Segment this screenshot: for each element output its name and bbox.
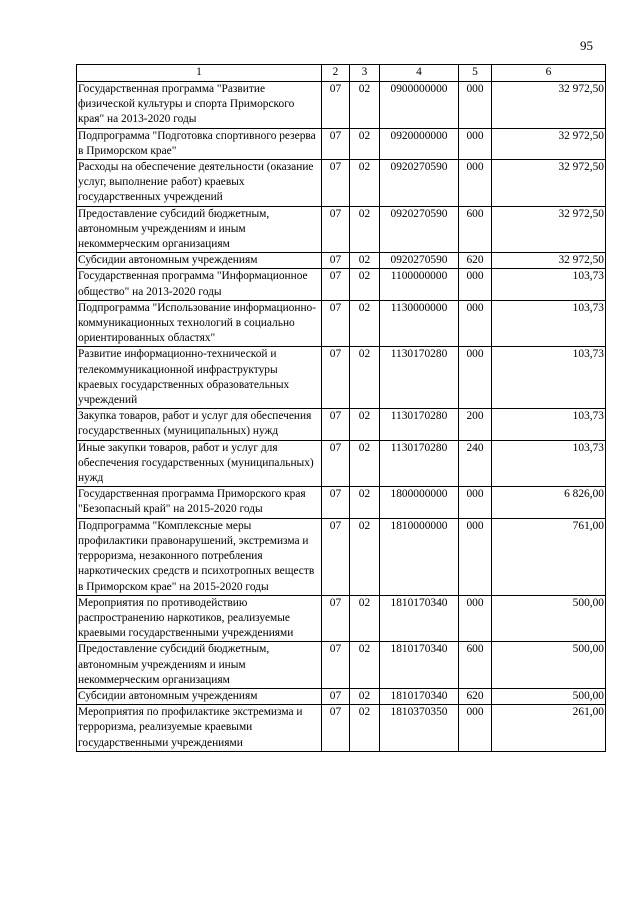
row-subsection-cell: 02 bbox=[350, 518, 380, 595]
table-row bbox=[77, 269, 606, 300]
row-expense-type-cell: 620 bbox=[459, 253, 492, 269]
row-amount-cell: 500,00 bbox=[492, 642, 606, 689]
row-expense-type-cell: 000 bbox=[459, 300, 492, 347]
row-subsection-cell: 02 bbox=[350, 642, 380, 689]
row-amount-cell: 103,73 bbox=[492, 300, 606, 347]
header-col-6: 6 bbox=[492, 65, 606, 82]
row-expense-type-cell: 200 bbox=[459, 409, 492, 440]
row-section-cell: 07 bbox=[322, 705, 350, 752]
row-subsection-cell: 02 bbox=[350, 440, 380, 487]
row-expense-type-cell: 000 bbox=[459, 487, 492, 518]
row-expense-type-cell: 000 bbox=[459, 347, 492, 409]
row-section-cell: 07 bbox=[322, 253, 350, 269]
row-expense-type-cell: 600 bbox=[459, 206, 492, 253]
row-amount-cell: 6 826,00 bbox=[492, 487, 606, 518]
row-amount-cell: 32 972,50 bbox=[492, 82, 606, 129]
row-subsection-cell: 02 bbox=[350, 409, 380, 440]
row-name-cell: Закупка товаров, работ и услуг для обеспечения государственных (муниципальных) нужд bbox=[77, 409, 322, 440]
row-target-code-cell: 1810370350 bbox=[380, 705, 459, 752]
row-target-code-cell: 1810170340 bbox=[380, 688, 459, 704]
row-amount-cell: 103,73 bbox=[492, 440, 606, 487]
table-row bbox=[77, 688, 606, 704]
table-row bbox=[77, 128, 606, 159]
row-target-code-cell: 1130170280 bbox=[380, 409, 459, 440]
row-subsection-cell: 02 bbox=[350, 487, 380, 518]
row-amount-cell: 500,00 bbox=[492, 688, 606, 704]
row-amount-cell: 32 972,50 bbox=[492, 160, 606, 207]
row-target-code-cell: 1810170340 bbox=[380, 642, 459, 689]
row-expense-type-cell: 620 bbox=[459, 688, 492, 704]
row-subsection-cell: 02 bbox=[350, 300, 380, 347]
row-section-cell: 07 bbox=[322, 269, 350, 300]
row-section-cell: 07 bbox=[322, 300, 350, 347]
row-target-code-cell: 0900000000 bbox=[380, 82, 459, 129]
row-subsection-cell: 02 bbox=[350, 82, 380, 129]
row-section-cell: 07 bbox=[322, 440, 350, 487]
table-row bbox=[77, 518, 606, 595]
row-subsection-cell: 02 bbox=[350, 705, 380, 752]
table-row bbox=[77, 705, 606, 752]
table-row bbox=[77, 595, 606, 642]
row-subsection-cell: 02 bbox=[350, 206, 380, 253]
row-section-cell: 07 bbox=[322, 82, 350, 129]
row-amount-cell: 32 972,50 bbox=[492, 253, 606, 269]
row-subsection-cell: 02 bbox=[350, 128, 380, 159]
row-name-cell: Мероприятия по противодействию распространению наркотиков, реализуемые краевыми государственными учреждениями bbox=[77, 595, 322, 642]
table-row bbox=[77, 253, 606, 269]
row-section-cell: 07 bbox=[322, 206, 350, 253]
row-expense-type-cell: 000 bbox=[459, 705, 492, 752]
header-col-2: 2 bbox=[322, 65, 350, 82]
row-target-code-cell: 1130000000 bbox=[380, 300, 459, 347]
table-row bbox=[77, 440, 606, 487]
table-row bbox=[77, 206, 606, 253]
header-col-5: 5 bbox=[459, 65, 492, 82]
row-name-cell: Расходы на обеспечение деятельности (оказание услуг, выполнение работ) краевых государственных учреждений bbox=[77, 160, 322, 207]
row-section-cell: 07 bbox=[322, 518, 350, 595]
row-target-code-cell: 0920270590 bbox=[380, 160, 459, 207]
row-target-code-cell: 0920270590 bbox=[380, 253, 459, 269]
row-name-cell: Развитие информационно-технической и телекоммуникационной инфраструктуры краевых государственных образовательных учреждений bbox=[77, 347, 322, 409]
table-row bbox=[77, 642, 606, 689]
row-target-code-cell: 1100000000 bbox=[380, 269, 459, 300]
row-amount-cell: 261,00 bbox=[492, 705, 606, 752]
row-name-cell: Субсидии автономным учреждениям bbox=[77, 688, 322, 704]
budget-table bbox=[76, 64, 606, 752]
row-section-cell: 07 bbox=[322, 642, 350, 689]
row-expense-type-cell: 000 bbox=[459, 82, 492, 129]
row-amount-cell: 103,73 bbox=[492, 269, 606, 300]
table-row bbox=[77, 409, 606, 440]
row-name-cell: Предоставление субсидий бюджетным, автономным учреждениям и иным некоммерческим организациям bbox=[77, 642, 322, 689]
row-subsection-cell: 02 bbox=[350, 347, 380, 409]
row-section-cell: 07 bbox=[322, 487, 350, 518]
row-subsection-cell: 02 bbox=[350, 595, 380, 642]
row-expense-type-cell: 000 bbox=[459, 128, 492, 159]
table-row bbox=[77, 82, 606, 129]
row-amount-cell: 761,00 bbox=[492, 518, 606, 595]
header-col-4: 4 bbox=[380, 65, 459, 82]
row-amount-cell: 103,73 bbox=[492, 409, 606, 440]
row-name-cell: Государственная программа Приморского края "Безопасный край" на 2015-2020 годы bbox=[77, 487, 322, 518]
row-amount-cell: 500,00 bbox=[492, 595, 606, 642]
row-name-cell: Государственная программа "Информационное общество" на 2013-2020 годы bbox=[77, 269, 322, 300]
row-section-cell: 07 bbox=[322, 595, 350, 642]
row-section-cell: 07 bbox=[322, 160, 350, 207]
row-subsection-cell: 02 bbox=[350, 253, 380, 269]
row-expense-type-cell: 000 bbox=[459, 595, 492, 642]
table-row bbox=[77, 487, 606, 518]
row-section-cell: 07 bbox=[322, 347, 350, 409]
row-subsection-cell: 02 bbox=[350, 160, 380, 207]
row-amount-cell: 32 972,50 bbox=[492, 206, 606, 253]
row-expense-type-cell: 000 bbox=[459, 160, 492, 207]
row-expense-type-cell: 600 bbox=[459, 642, 492, 689]
row-name-cell: Иные закупки товаров, работ и услуг для обеспечения государственных (муниципальных) нужд bbox=[77, 440, 322, 487]
row-name-cell: Субсидии автономным учреждениям bbox=[77, 253, 322, 269]
table-row bbox=[77, 160, 606, 207]
page-number: 95 bbox=[580, 38, 593, 53]
row-target-code-cell: 1810000000 bbox=[380, 518, 459, 595]
row-target-code-cell: 0920270590 bbox=[380, 206, 459, 253]
row-name-cell: Предоставление субсидий бюджетным, автономным учреждениям и иным некоммерческим организациям bbox=[77, 206, 322, 253]
row-section-cell: 07 bbox=[322, 688, 350, 704]
row-name-cell: Подпрограмма "Комплексные меры профилактики правонарушений, экстремизма и терроризма, незаконного потребления наркотических средств и психотропных веществ в Приморском крае" на 2015-2020 годы bbox=[77, 518, 322, 595]
row-name-cell: Подпрограмма "Подготовка спортивного резерва в Приморском крае" bbox=[77, 128, 322, 159]
row-target-code-cell: 1800000000 bbox=[380, 487, 459, 518]
header-col-3: 3 bbox=[350, 65, 380, 82]
row-name-cell: Мероприятия по профилактике экстремизма и терроризма, реализуемые краевыми государственными учреждениями bbox=[77, 705, 322, 752]
row-section-cell: 07 bbox=[322, 409, 350, 440]
table-body bbox=[77, 82, 606, 752]
row-expense-type-cell: 000 bbox=[459, 518, 492, 595]
row-subsection-cell: 02 bbox=[350, 269, 380, 300]
row-section-cell: 07 bbox=[322, 128, 350, 159]
table-row bbox=[77, 347, 606, 409]
row-subsection-cell: 02 bbox=[350, 688, 380, 704]
header-row bbox=[77, 65, 606, 82]
row-amount-cell: 32 972,50 bbox=[492, 128, 606, 159]
row-target-code-cell: 0920000000 bbox=[380, 128, 459, 159]
row-expense-type-cell: 240 bbox=[459, 440, 492, 487]
header-col-1: 1 bbox=[77, 65, 322, 82]
row-target-code-cell: 1130170280 bbox=[380, 347, 459, 409]
row-amount-cell: 103,73 bbox=[492, 347, 606, 409]
row-name-cell: Государственная программа "Развитие физической культуры и спорта Приморского края" на 2013-2020 годы bbox=[77, 82, 322, 129]
row-target-code-cell: 1810170340 bbox=[380, 595, 459, 642]
row-expense-type-cell: 000 bbox=[459, 269, 492, 300]
table-row bbox=[77, 300, 606, 347]
row-target-code-cell: 1130170280 bbox=[380, 440, 459, 487]
row-name-cell: Подпрограмма "Использование информационно-коммуникационных технологий в социально ориентированных областях" bbox=[77, 300, 322, 347]
